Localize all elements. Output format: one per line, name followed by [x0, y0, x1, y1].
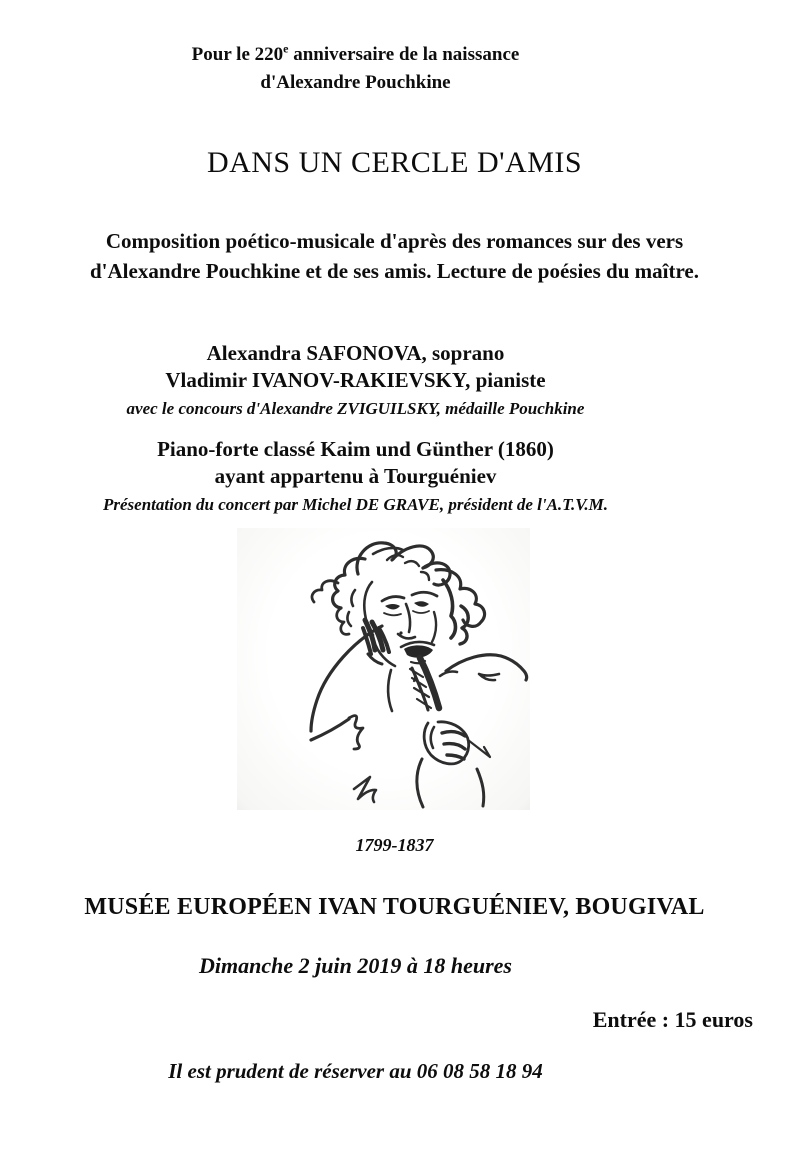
anniversary-header	[0, 41, 789, 97]
instrument-line2: ayant appartenu à Tourguéniev	[214, 464, 497, 488]
reservation-line: Il est prudent de réserver au 06 08 58 18 94	[168, 1059, 543, 1083]
pushkin-sketch-image	[237, 528, 530, 810]
instrument-line1: Piano-forte classé Kaim und Günther (1860)	[157, 437, 554, 461]
pushkin-quill-ink-sketch	[237, 528, 530, 810]
concert-title: DANS UN CERCLE D'AMIS	[206, 146, 583, 179]
instrument-block	[0, 436, 789, 517]
anniversary-line2: d'Alexandre Pouchkine	[260, 72, 451, 93]
concert-description	[0, 226, 789, 286]
presentation-note: Présentation du concert par Michel DE GRAVE, président de l'A.T.V.M.	[102, 495, 609, 514]
anniversary-line1-prefix: Pour le 220	[191, 44, 284, 65]
performer-concours: avec le concours d'Alexandre ZVIGUILSKY, médaille Pouchkine	[126, 399, 585, 418]
event-date-line: Dimanche 2 juin 2019 à 18 heures	[199, 953, 512, 978]
price-line: Entrée : 15 euros	[592, 1007, 753, 1032]
anniversary-line1-suffix: anniversaire de la naissance	[288, 44, 520, 65]
description-line2: d'Alexandre Pouchkine et de ses amis. Lecture de poésies du maître.	[90, 259, 699, 283]
description-line1: Composition poético-musicale d'après des romances sur des vers	[105, 229, 684, 253]
portrait-caption: 1799-1837	[355, 835, 434, 855]
anniversary-line1	[0, 41, 711, 69]
venue-line: MUSÉE EUROPÉEN IVAN TOURGUÉNIEV, BOUGIVAL	[84, 894, 705, 920]
performers-block	[0, 340, 789, 421]
performer-soprano: Alexandra SAFONOVA, soprano	[206, 341, 505, 365]
anniversary-superscript: e	[283, 41, 289, 56]
performer-pianist: Vladimir IVANOV-RAKIEVSKY, pianiste	[165, 368, 546, 392]
